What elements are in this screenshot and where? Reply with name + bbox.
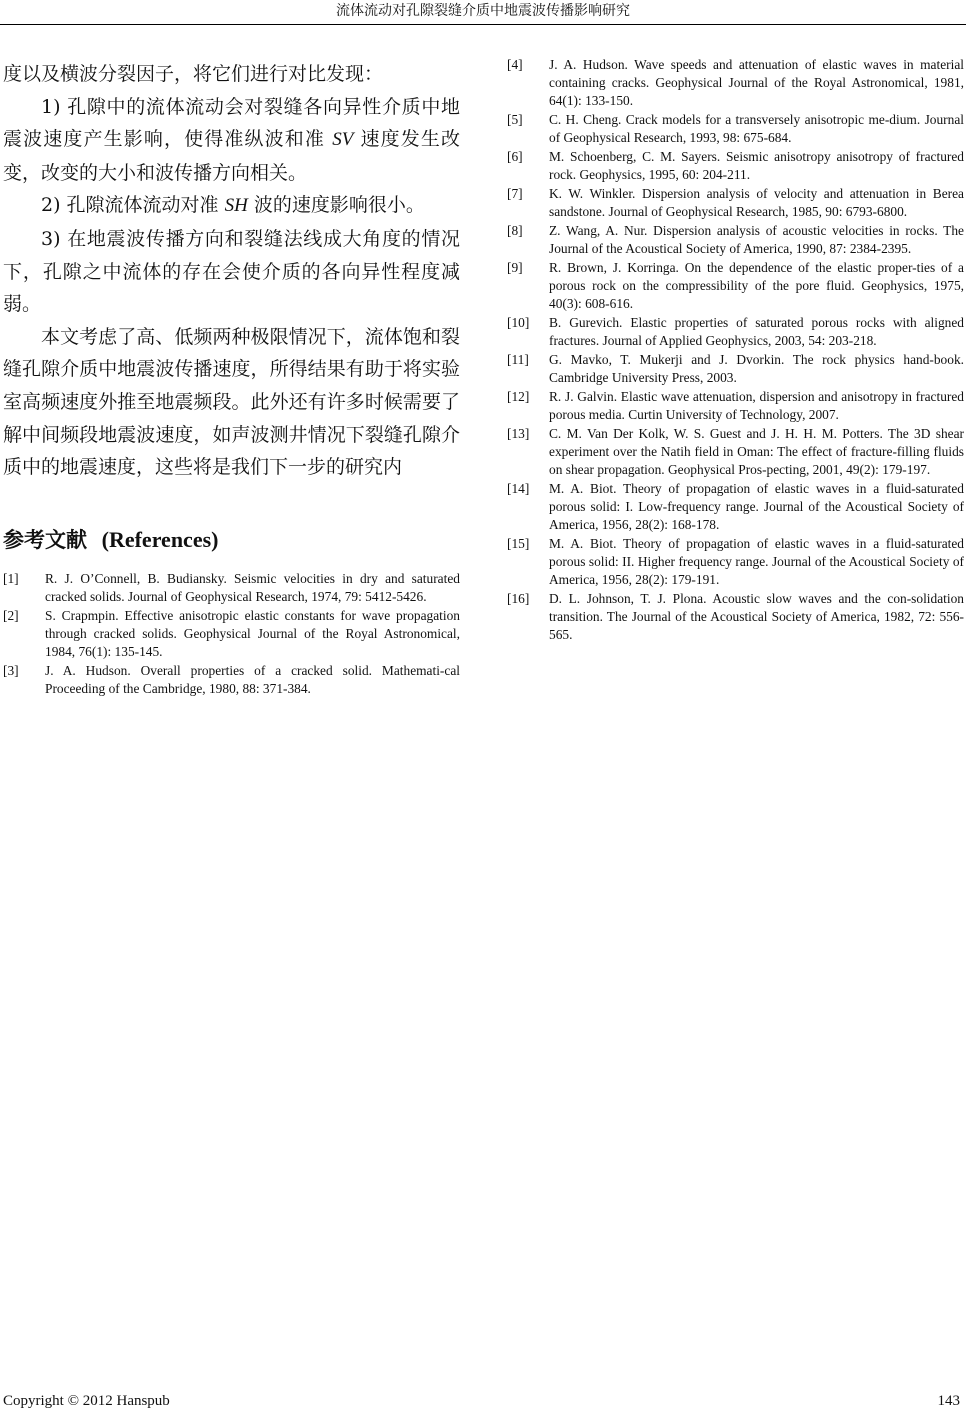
- paragraph-final: 本文考虑了高、低频两种极限情况下，流体饱和裂缝孔隙介质中地震波传播速度，所得结果有助于将实验室高频速度外推至地震频段。此外还有许多时候需要了解中间频段地震波速度，如声波测井情况下裂缝孔隙介质中的地震速度，这些将是我们下一步的研究内: [3, 325, 460, 479]
- reference-item: [507, 388, 964, 424]
- reference-number: [10]: [507, 315, 530, 330]
- reference-text: M. Schoenberg, C. M. Sayers. Seismic anisotropy anisotropy of fractured rock. Geophysics, 1995, 60: 204-211.: [549, 149, 964, 182]
- left-column: [3, 58, 460, 699]
- reference-text: S. Crapmpin. Effective anisotropic elastic constants for wave propagation through cracked solids. Geophysical Journal of the Royal Astronomical, 1984, 76(1): 135-145.: [45, 607, 460, 659]
- reference-number: [8]: [507, 223, 523, 238]
- reference-number: [5]: [507, 112, 523, 127]
- reference-item: [507, 56, 964, 110]
- reference-number: [12]: [507, 389, 530, 404]
- reference-number: [1]: [3, 570, 19, 586]
- reference-item: [507, 314, 964, 350]
- reference-item: [3, 570, 460, 606]
- copyright-footer: Copyright © 2012 Hanspub: [3, 1393, 170, 1409]
- conclusion-item-1-text-b: 速度发生改变，改变的大小和波传播方向相关。: [3, 128, 460, 184]
- conclusion-item-2-text-a: 2) 孔隙流体流动对准: [41, 194, 225, 217]
- reference-number: [13]: [507, 426, 530, 441]
- page-number: 143: [937, 1393, 960, 1409]
- paragraph-continued: 度以及横波分裂因子，将它们进行对比发现：: [3, 63, 384, 85]
- reference-number: [2]: [3, 607, 19, 623]
- reference-text: Z. Wang, A. Nur. Dispersion analysis of acoustic velocities in rocks. The Journal of the Acoustical Society of America, 1990, 87: 2384-2395.: [549, 223, 964, 256]
- reference-item: [507, 185, 964, 221]
- reference-number: [3]: [3, 662, 19, 678]
- reference-text: K. W. Winkler. Dispersion analysis of velocity and attenuation in Berea sandstone. Journal of Geophysical Research, 1985, 90: 6793-6800.: [549, 186, 964, 219]
- reference-number: [16]: [507, 591, 530, 606]
- conclusion-item-3: 3) 在地震波传播方向和裂缝法线成大角度的情况下，孔隙之中流体的存在会使介质的各向异性程度减弱。: [3, 227, 460, 316]
- reference-number: [7]: [507, 186, 523, 201]
- reference-item: [507, 222, 964, 258]
- reference-item: [507, 351, 964, 387]
- reference-number: [11]: [507, 352, 529, 367]
- reference-text: R. J. Galvin. Elastic wave attenuation, dispersion and anisotropy in fractured porous media. Curtin University of Technology, 2007.: [549, 389, 964, 422]
- reference-text: M. A. Biot. Theory of propagation of elastic waves in a fluid-saturated porous solid: I. Low-frequency range. Journal of the Acoustical Society of America, 1956, 28(2): 168-178.: [549, 481, 964, 532]
- reference-number: [4]: [507, 57, 523, 72]
- reference-text: R. Brown, J. Korringa. On the dependence of the elastic proper-ties of a porous rock on the compressibility of the pore fluid. Geophysics, 1975, 40(3): 608-616.: [549, 260, 964, 311]
- reference-number: [9]: [507, 260, 523, 275]
- header-rule: [0, 24, 966, 25]
- reference-item: [3, 662, 460, 698]
- conclusion-item-1-text-a: 1) 孔隙中的流体流动会对裂缝各向异性介质中地震波速度产生影响，使得准纵波和准: [3, 95, 460, 151]
- reference-text: C. M. Van Der Kolk, W. S. Guest and J. H. H. M. Potters. The 3D shear experiment over the Natih field in Oman: The effect of fracture-filling fluids on shear propagation. Geophysical Pros-pecting, 2001, 49(2): 179-197.: [549, 426, 964, 477]
- reference-number: [6]: [507, 149, 523, 164]
- conclusion-item-1: [3, 91, 460, 190]
- reference-item: [3, 607, 460, 661]
- conclusion-item-2-text-b: 波的速度影响很小。: [247, 194, 425, 217]
- reference-number: [14]: [507, 481, 530, 496]
- reference-text: B. Gurevich. Elastic properties of saturated porous rocks with aligned fractures. Journal of Applied Geophysics, 2003, 54: 203-218.: [549, 315, 964, 348]
- reference-item: [507, 535, 964, 589]
- reference-number: [15]: [507, 536, 530, 551]
- reference-text: C. H. Cheng. Crack models for a transversely anisotropic me-dium. Journal of Geophysical Research, 1993, 98: 675-684.: [549, 112, 964, 145]
- reference-text: D. L. Johnson, T. J. Plona. Acoustic slow waves and the con-solidation transition. The Journal of the Acoustical Society of America, 1982, 72: 556-565.: [549, 591, 964, 642]
- conclusion-item-2: [3, 189, 460, 223]
- reference-item: [507, 590, 964, 644]
- reference-item: [507, 480, 964, 534]
- reference-item: [507, 111, 964, 147]
- reference-text: M. A. Biot. Theory of propagation of elastic waves in a fluid-saturated porous solid: II. Higher frequency range. Journal of the Acoustical Society of America, 1956, 28(2): 179-191.: [549, 536, 964, 587]
- reference-item: [507, 425, 964, 479]
- reference-text: G. Mavko, T. Mukerji and J. Dvorkin. The rock physics hand-book. Cambridge University Press, 2003.: [549, 352, 964, 385]
- references-heading-en: (References): [101, 526, 219, 552]
- references-heading-cn: 参考文献: [3, 527, 87, 552]
- reference-text: J. A. Hudson. Overall properties of a cracked solid. Mathemati-cal Proceeding of the Cambridge, 1980, 88: 371-384.: [45, 662, 460, 696]
- reference-item: [507, 259, 964, 313]
- running-header: 流体流动对孔隙裂缝介质中地震波传播影响研究: [336, 3, 630, 19]
- sv-symbol: SV: [332, 129, 354, 151]
- reference-item: [507, 148, 964, 184]
- reference-text: R. J. O’Connell, B. Budiansky. Seismic velocities in dry and saturated cracked solids. Journal of Geophysical Research, 1974, 79: 5412-5426.: [45, 570, 460, 604]
- right-column: [507, 56, 964, 645]
- reference-text: J. A. Hudson. Wave speeds and attenuation of elastic waves in material containing cracks. Geophysical Journal of the Royal Astronomical, 1981, 64(1): 133-150.: [549, 57, 964, 108]
- references-heading: [3, 524, 460, 554]
- sh-symbol: SH: [224, 195, 248, 217]
